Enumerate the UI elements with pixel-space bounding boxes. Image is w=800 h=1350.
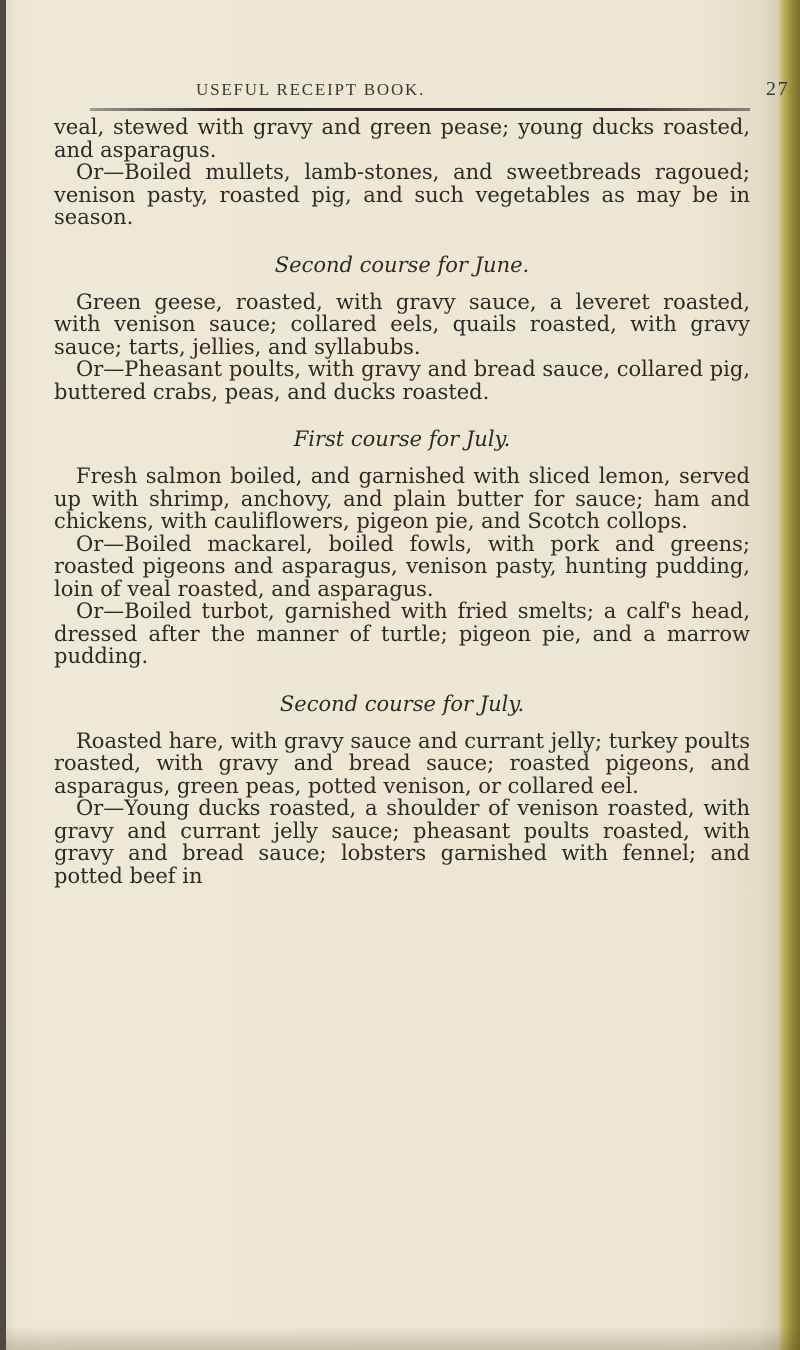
running-head: USEFUL RECEIPT BOOK. — [196, 80, 426, 99]
paragraph: Roasted hare, with gravy sauce and currant jelly; turkey poults roasted, with gravy and bread sauce; roasted pigeons, and asparagus, green peas, potted venison, or collared eel. — [54, 728, 750, 798]
page-bottom-shadow — [0, 1326, 800, 1350]
paragraph: Or—Young ducks roasted, a shoulder of venison roasted, with gravy and currant jelly sauce; pheasant poults roasted, with gravy and bread sauce; lobsters garnished with fennel; and potted beef in — [54, 796, 750, 888]
section-heading: Second course for July. — [279, 691, 525, 716]
page-left-edge — [0, 0, 6, 1350]
paragraph: Or—Pheasant poults, with gravy and bread sauce, collared pig, buttered crabs, peas, and ducks roasted. — [54, 357, 750, 404]
paragraph: Or—Boiled turbot, garnished with fried smelts; a calf's head, dressed after the manner of turtle; pigeon pie, and a marrow pudding. — [54, 599, 750, 668]
paragraph: Green geese, roasted, with gravy sauce, a leveret roasted, with venison sauce; collared eels, quails roasted, with gravy sauce; tarts, jellies, and syllabubs. — [54, 289, 750, 359]
paragraph: Or—Boiled mackarel, boiled fowls, with pork and greens; roasted pigeons and asparagus, venison pasty, hunting pudding, loin of veal roasted, and asparagus. — [54, 531, 750, 601]
page-body — [54, 116, 750, 887]
page-right-edge — [778, 0, 800, 1350]
page-header — [196, 78, 790, 104]
paragraph: Or—Boiled mullets, lamb-stones, and sweetbreads ragoued; venison pasty, roasted pig, and such vegetables as may be in season. — [54, 160, 750, 229]
page-number: 27 — [766, 78, 790, 100]
paragraph: veal, stewed with gravy and green pease; young ducks roasted, and asparagus. — [54, 115, 750, 162]
section-heading: Second course for June. — [274, 252, 530, 277]
header-rule — [90, 108, 750, 111]
section-heading: First course for July. — [293, 427, 511, 451]
paragraph: Fresh salmon boiled, and garnished with sliced lemon, served up with shrimp, anchovy, and plain butter for sauce; ham and chickens, with cauliflowers, pigeon pie, and Scotch collops. — [54, 464, 750, 533]
